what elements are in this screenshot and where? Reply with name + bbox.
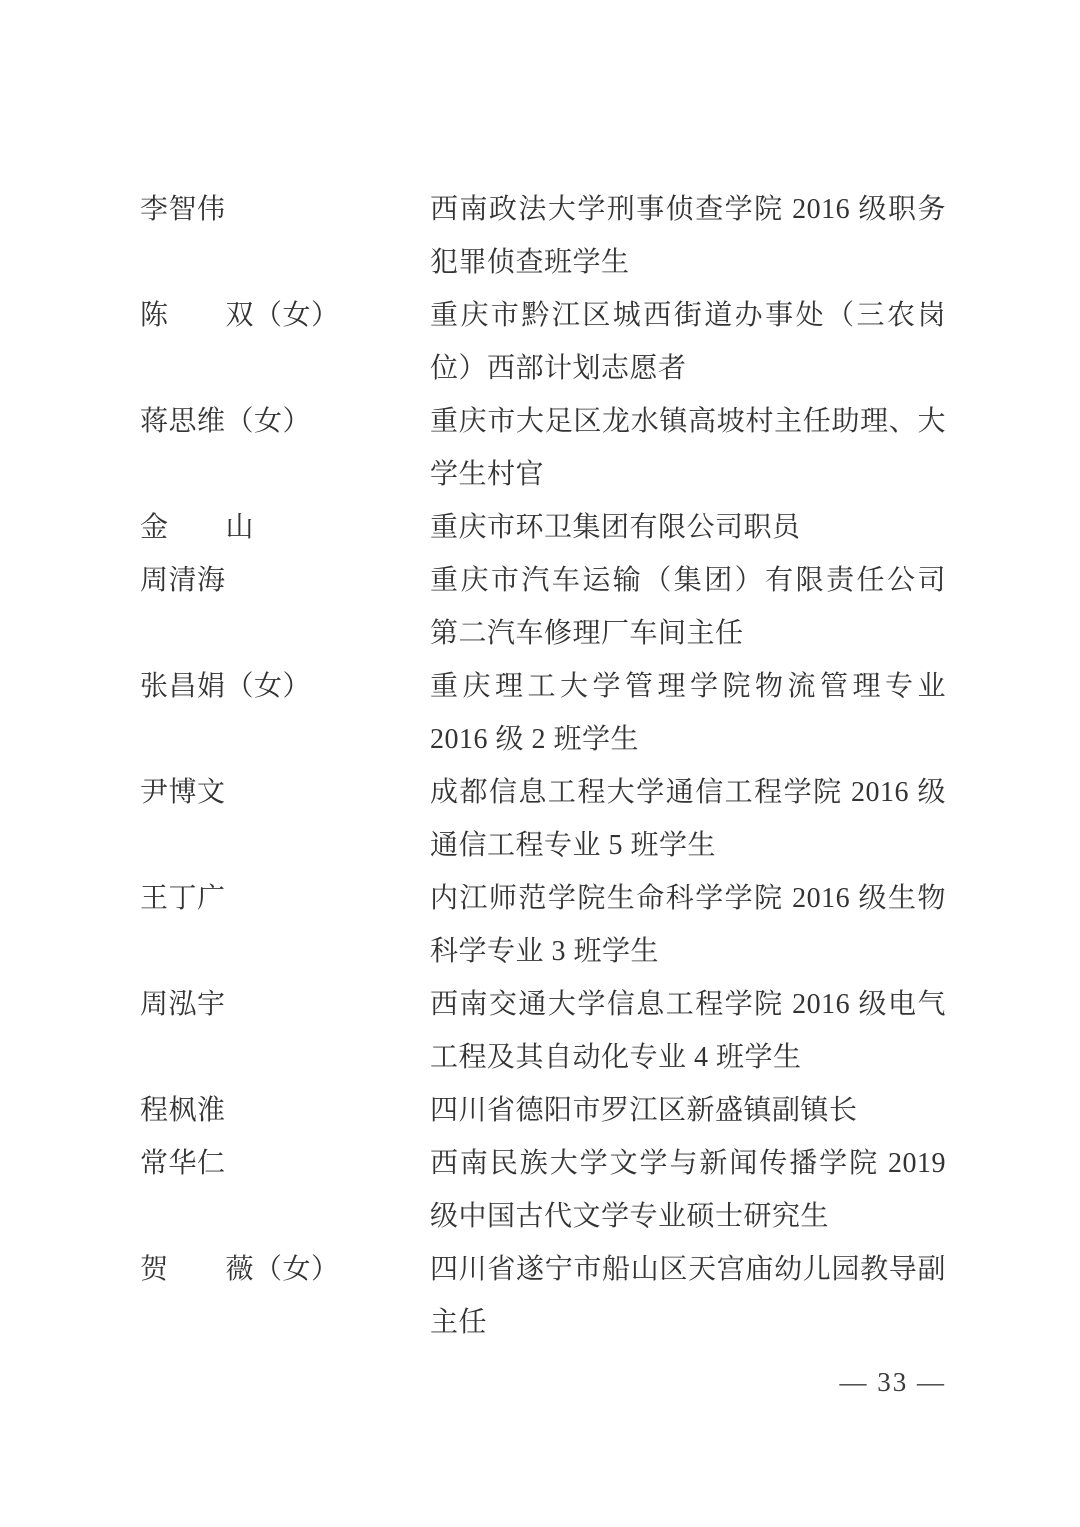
affiliation-line: 重庆市黔江区城西街道办事处（三农岗 (430, 300, 946, 331)
person-name: 王丁广 (140, 883, 226, 914)
affiliation-line: 西南政法大学刑事侦查学院 2016 级职务 (430, 194, 946, 225)
affiliation-line: 四川省德阳市罗江区新盛镇副镇长 (430, 1095, 858, 1126)
affiliation-line: 通信工程专业 5 班学生 (430, 830, 717, 861)
affiliation-line: 重庆市大足区龙水镇高坡村主任助理、大 (430, 406, 946, 437)
affiliation-line: 犯罪侦查班学生 (430, 247, 630, 278)
entry-row (140, 1137, 946, 1243)
entry-row (140, 183, 946, 289)
person-affiliation (430, 978, 946, 1084)
person-affiliation (430, 1243, 946, 1349)
person-name: 贺 薇（女） (140, 1254, 340, 1285)
affiliation-line: 内江师范学院生命科学学院 2016 级生物 (430, 883, 946, 914)
affiliation-line: 级中国古代文学专业硕士研究生 (430, 1201, 830, 1232)
entry-row (140, 1243, 946, 1349)
entry-row (140, 289, 946, 395)
person-affiliation (430, 872, 946, 978)
entry-row (140, 872, 946, 978)
person-name: 陈 双（女） (140, 300, 340, 331)
affiliation-line: 学生村官 (430, 459, 545, 490)
page-number: — 33 — (839, 1367, 946, 1397)
person-name: 尹博文 (140, 777, 226, 808)
entry-row (140, 1084, 946, 1137)
person-name: 周清海 (140, 565, 226, 596)
affiliation-line: 成都信息工程大学通信工程学院 2016 级 (430, 777, 946, 808)
affiliation-line: 2016 级 2 班学生 (430, 724, 640, 755)
person-affiliation (430, 1084, 946, 1137)
person-name: 常华仁 (140, 1148, 226, 1179)
affiliation-line: 重庆市汽车运输（集团）有限责任公司 (430, 565, 946, 596)
entry-row (140, 501, 946, 554)
person-name: 周泓宇 (140, 989, 226, 1020)
person-name: 蒋思维（女） (140, 406, 312, 437)
person-affiliation (430, 1137, 946, 1243)
person-affiliation (430, 289, 946, 395)
affiliation-line: 四川省遂宁市船山区天宫庙幼儿园教导副 (430, 1254, 946, 1285)
entry-row (140, 554, 946, 660)
affiliation-line: 科学专业 3 班学生 (430, 936, 660, 967)
affiliation-line: 西南民族大学文学与新闻传播学院 2019 (430, 1148, 946, 1179)
person-affiliation (430, 554, 946, 660)
affiliation-line: 主任 (430, 1307, 488, 1338)
person-affiliation (430, 183, 946, 289)
person-name: 金 山 (140, 512, 255, 543)
affiliation-line: 西南交通大学信息工程学院 2016 级电气 (430, 989, 946, 1020)
entry-row (140, 395, 946, 501)
person-affiliation (430, 501, 946, 554)
affiliation-line: 重庆市环卫集团有限公司职员 (430, 512, 801, 543)
affiliation-line: 第二汽车修理厂车间主任 (430, 618, 744, 649)
person-name: 程枫淮 (140, 1095, 226, 1126)
entry-row (140, 978, 946, 1084)
person-name: 张昌娟（女） (140, 671, 312, 702)
entry-row (140, 766, 946, 872)
person-affiliation (430, 766, 946, 872)
person-affiliation (430, 395, 946, 501)
entry-row (140, 660, 946, 766)
person-affiliation (430, 660, 946, 766)
person-name: 李智伟 (140, 194, 226, 225)
affiliation-line: 位）西部计划志愿者 (430, 353, 687, 384)
entries-list (140, 183, 946, 1349)
affiliation-line: 工程及其自动化专业 4 班学生 (430, 1042, 802, 1073)
affiliation-line: 重庆理工大学管理学院物流管理专业 (430, 671, 946, 702)
